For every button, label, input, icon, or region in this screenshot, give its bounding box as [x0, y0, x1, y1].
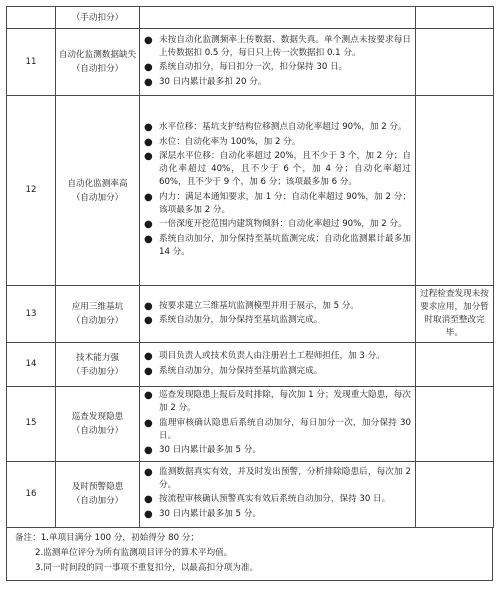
bullet-icon: ● — [144, 136, 153, 148]
rule-text: 项目负责人或技术负责人由注册岩土工程师担任，加 3 分。 — [159, 351, 385, 361]
rule-text: 系统自动加分，加分保持至基坑监测完成；自动化监测累计最多加 14 分。 — [159, 233, 411, 257]
rule-text: 按流程审核确认预警真实有效后系统自动加分，保持 30 日。 — [159, 494, 391, 505]
rule-text: 水位：自动化率为 100%，加 2 分。 — [159, 136, 301, 147]
item-mode: （自动加分） — [71, 192, 124, 203]
table-row — [7, 387, 494, 462]
item-name-cell — [56, 29, 140, 96]
rule-text: 系统自动加分，加分保持至基坑监测完成。 — [159, 315, 323, 325]
item-number: 15 — [7, 387, 56, 462]
rule-list — [143, 34, 411, 89]
note-line: 3.同一时间段的同一事项不重复扣分，以最高扣分项为准。 — [35, 562, 259, 573]
item-rules-cell — [140, 286, 416, 343]
bullet-icon: ● — [144, 508, 153, 520]
bullet-icon: ● — [144, 417, 153, 429]
rule-item — [143, 365, 411, 378]
item-remark — [416, 343, 494, 387]
item-mode: （自动加分） — [71, 425, 124, 436]
rule-item — [143, 314, 411, 327]
item-number: 14 — [7, 343, 56, 387]
table-row — [7, 461, 494, 527]
item-remark: 过程检查发现未按要求应用，加分暂时取消至整改完毕。 — [416, 286, 494, 343]
rule-item — [143, 136, 411, 149]
item-name-cell — [56, 387, 140, 462]
rule-item — [143, 76, 411, 89]
item-remark — [416, 96, 494, 286]
item-name: 技术能力强 — [76, 352, 119, 363]
item-rules-cell — [140, 7, 416, 29]
item-mode: （自动加分） — [71, 496, 124, 506]
item-rules-cell — [140, 387, 416, 462]
bullet-icon: ● — [144, 122, 153, 133]
item-name-cell — [56, 343, 140, 387]
bullet-icon: ● — [144, 219, 153, 230]
rule-text: 监理审核确认隐患后系统自动加分，每日加分一次，加分保持 30 日。 — [159, 417, 411, 441]
rule-item — [143, 350, 411, 363]
rule-item — [143, 493, 411, 506]
bullet-icon: ● — [144, 315, 153, 326]
rule-item — [143, 466, 411, 492]
item-number: 12 — [7, 96, 56, 286]
scoring-table-page — [6, 6, 493, 610]
bullet-icon: ● — [144, 151, 153, 162]
scoring-table — [6, 6, 494, 528]
item-mode: （自动加分） — [71, 316, 124, 326]
bullet-icon: ● — [144, 300, 153, 312]
rule-item — [143, 191, 411, 217]
rule-text: 水平位移：基坑支护结构位移测点自动化率超过 90%，加 2 分。 — [159, 122, 407, 132]
rule-item — [143, 218, 411, 231]
notes-cell — [7, 527, 493, 580]
item-remark — [416, 7, 494, 29]
item-mode: （手动加分） — [71, 366, 124, 377]
scoring-rows — [7, 7, 494, 528]
table-row — [7, 286, 494, 343]
item-number — [7, 7, 56, 29]
table-row — [7, 343, 494, 387]
item-name-cell — [56, 96, 140, 286]
item-rules-cell — [140, 461, 416, 527]
rule-list — [143, 389, 411, 457]
item-name: 巡查发现隐患 — [71, 411, 124, 422]
bullet-icon: ● — [144, 445, 153, 456]
rule-text: 未按自动化监测频率上传数据、数据失真。单个测点未按要求每日上传数据扣 0.5 分，每日只上传一次数据扣 0.1 分。 — [159, 34, 411, 58]
rule-list — [143, 466, 411, 521]
table-row — [7, 96, 494, 286]
rule-list — [143, 350, 411, 378]
item-name: 及时预警隐患 — [71, 482, 124, 492]
bullet-icon: ● — [144, 494, 153, 506]
item-number: 16 — [7, 461, 56, 527]
item-rules-cell — [140, 343, 416, 387]
item-number: 11 — [7, 29, 56, 96]
bullet-icon: ● — [144, 351, 153, 362]
item-name: 自动化监测数据缺失 — [58, 50, 137, 60]
bullet-icon: ● — [144, 466, 153, 478]
rule-text: 巡查发现隐患上报后及时排除，每次加 1 分；发现重大隐患，每次加 2 分。 — [159, 390, 411, 413]
rule-item — [143, 233, 411, 259]
table-row — [7, 29, 494, 96]
item-name: 自动化监测率高 — [67, 178, 128, 189]
rule-text: 按要求建立三维基坑监测模型并用于展示，加 5 分。 — [159, 300, 359, 311]
item-name-cell — [56, 461, 140, 527]
item-mode: （自动扣分） — [71, 64, 124, 74]
rule-text: 系统自动加分，加分保持至基坑监测完成。 — [159, 365, 323, 376]
item-name: 应用三维基坑 — [71, 302, 124, 312]
rule-text: 内力：满足本通知要求，加 1 分；自动化率超过 90%，加 2 分；该项最多加 2 分。 — [159, 191, 411, 215]
rule-list — [143, 300, 411, 328]
rule-item — [143, 444, 411, 457]
rule-item — [143, 61, 411, 74]
bullet-icon: ● — [144, 62, 153, 74]
rule-item — [143, 417, 411, 443]
notes-table — [6, 527, 493, 581]
note-line: 备注：1.单项目满分 100 分，初始得分 80 分； — [15, 532, 199, 543]
rule-item — [143, 150, 411, 189]
bullet-icon: ● — [144, 76, 153, 88]
item-name-cell — [56, 286, 140, 343]
item-rules-cell — [140, 96, 416, 286]
table-row — [7, 7, 494, 29]
rule-text: 30 日内累计最多扣 20 分。 — [159, 76, 267, 87]
bullet-icon: ● — [144, 365, 153, 377]
rule-list — [143, 121, 411, 259]
rule-item — [143, 121, 411, 134]
rule-item — [143, 389, 411, 415]
rule-text: 系统自动扣分，每日扣分一次，扣分保持 30 日。 — [159, 62, 348, 73]
bullet-icon: ● — [144, 34, 153, 46]
rule-text: 深层水平位移：自动化率超过 20%，且不少于 3 个，加 2 分；自动化率超过 40%，且不少于 6 个，加 4 分；自动化率超过 60%，且不少于 9 个，加 6 分；该项最多加 6 分。 — [159, 151, 411, 187]
note-line: 2.监测单位评分为所有监测项目评分的算术平均值。 — [35, 547, 233, 558]
rule-text: 监测数据真实有效，并及时发出预警，分析排除隐患后，每次加 2 分。 — [159, 466, 411, 490]
item-remark — [416, 461, 494, 527]
item-number: 13 — [7, 286, 56, 343]
rule-text: 30 日内累计最多加 5 分。 — [159, 445, 261, 455]
bullet-icon: ● — [144, 191, 153, 203]
item-remark — [416, 387, 494, 462]
item-rules-cell — [140, 29, 416, 96]
rule-text: 一倍深度开挖范围内建筑物倾斜：自动化率超过 90%，加 2 分。 — [159, 219, 407, 229]
bullet-icon: ● — [144, 233, 153, 245]
item-remark — [416, 29, 494, 96]
item-mode: （手动扣分） — [71, 12, 124, 23]
bullet-icon: ● — [144, 390, 153, 401]
rule-text: 30 日内累计最多加 5 分。 — [159, 508, 261, 519]
item-name-cell — [56, 7, 140, 29]
rule-item — [143, 34, 411, 60]
rule-item — [143, 300, 411, 313]
rule-item — [143, 508, 411, 521]
